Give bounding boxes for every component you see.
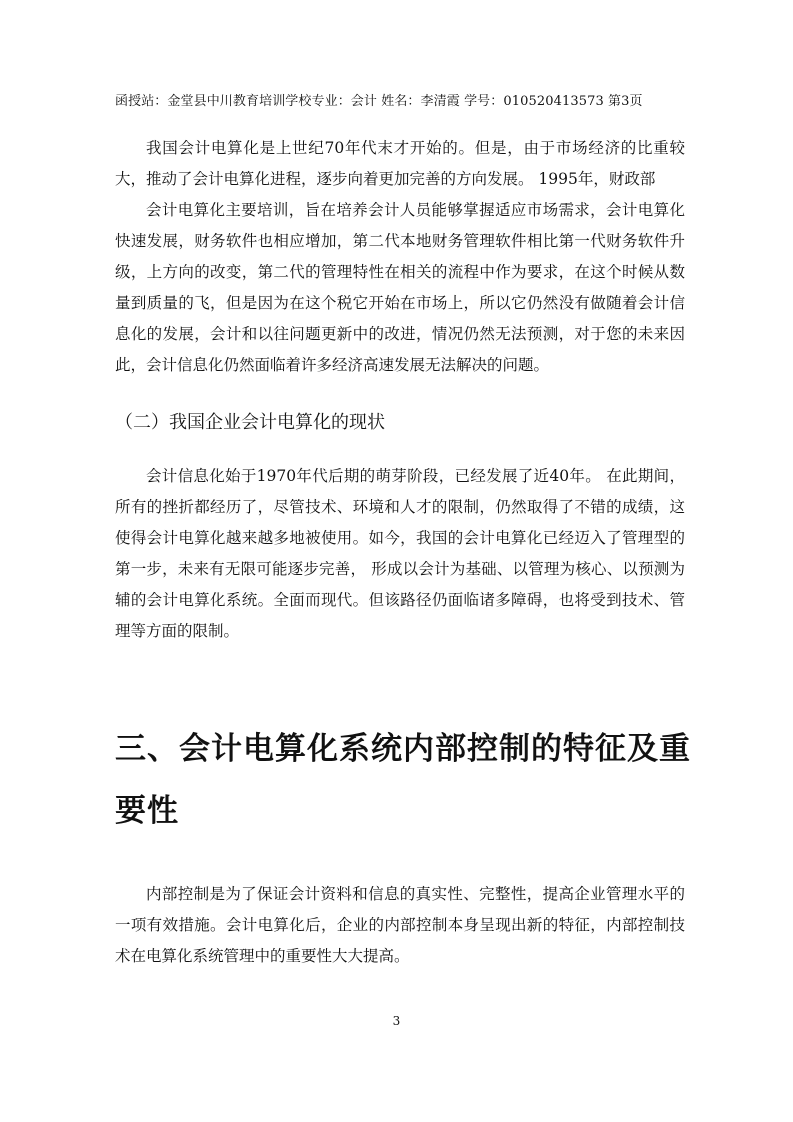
page-header: 函授站：金堂县中川教育培训学校专业：会计 姓名：李清霞 学号：010520413573 第3页 — [115, 94, 643, 109]
paragraph-history-intro: 我国会计电算化是上世纪70年代末才开始的。但是，由于市场经济的比重较大，推动了会计电算化进程，逐步向着更加完善的方向发展。 1995年，财政部 — [115, 139, 685, 188]
section-subheading: （二）我国企业会计电算化的现状 — [115, 412, 385, 433]
chapter-heading: 三、会计电算化系统内部控制的特征及重要性 — [115, 731, 691, 829]
paragraph-training-development: 会计电算化主要培训，旨在培养会计人员能够掌握适应市场需求，会计电算化快速发展，财务软件也相应增加，第二代本地财务管理软件相比第一代财务软件升级，上方向的改变，第二代的管理特性在相关的流程中作为要求，在这个时候从数量到质量的飞，但是因为在这个税它开始在市场上，所以它仍然没有做随着会计信息化的发展，会计和以往问题更新中的改进，情况仍然无法预测，对于您的未来因此，会计信息化仍然面临着许多经济高速发展无法解决的问题。 — [115, 201, 685, 374]
paragraph-current-status: 会计信息化始于1970年代后期的萌芽阶段，已经发展了近40年。 在此期间，所有的挫折都经历了，尽管技术、环境和人才的限制，仍然取得了不错的成绩，这使得会计电算化越来越多地被使用。如今，我国的会计电算化已经迈入了管理型的第一步，未来有无限可能逐步完善， 形成以会计为基础、以管理为核心、以预测为辅的会计电算化系统。全面而现代。但该路径仍面临诸多障碍，也将受到技术、管理等方面的限制。 — [115, 467, 685, 640]
page-number: 3 — [392, 1014, 401, 1028]
paragraph-internal-control: 内部控制是为了保证会计资料和信息的真实性、完整性，提高企业管理水平的一项有效措施。会计电算化后，企业的内部控制本身呈现出新的特征，内部控制技术在电算化系统管理中的重要性大大提高。 — [115, 885, 685, 965]
